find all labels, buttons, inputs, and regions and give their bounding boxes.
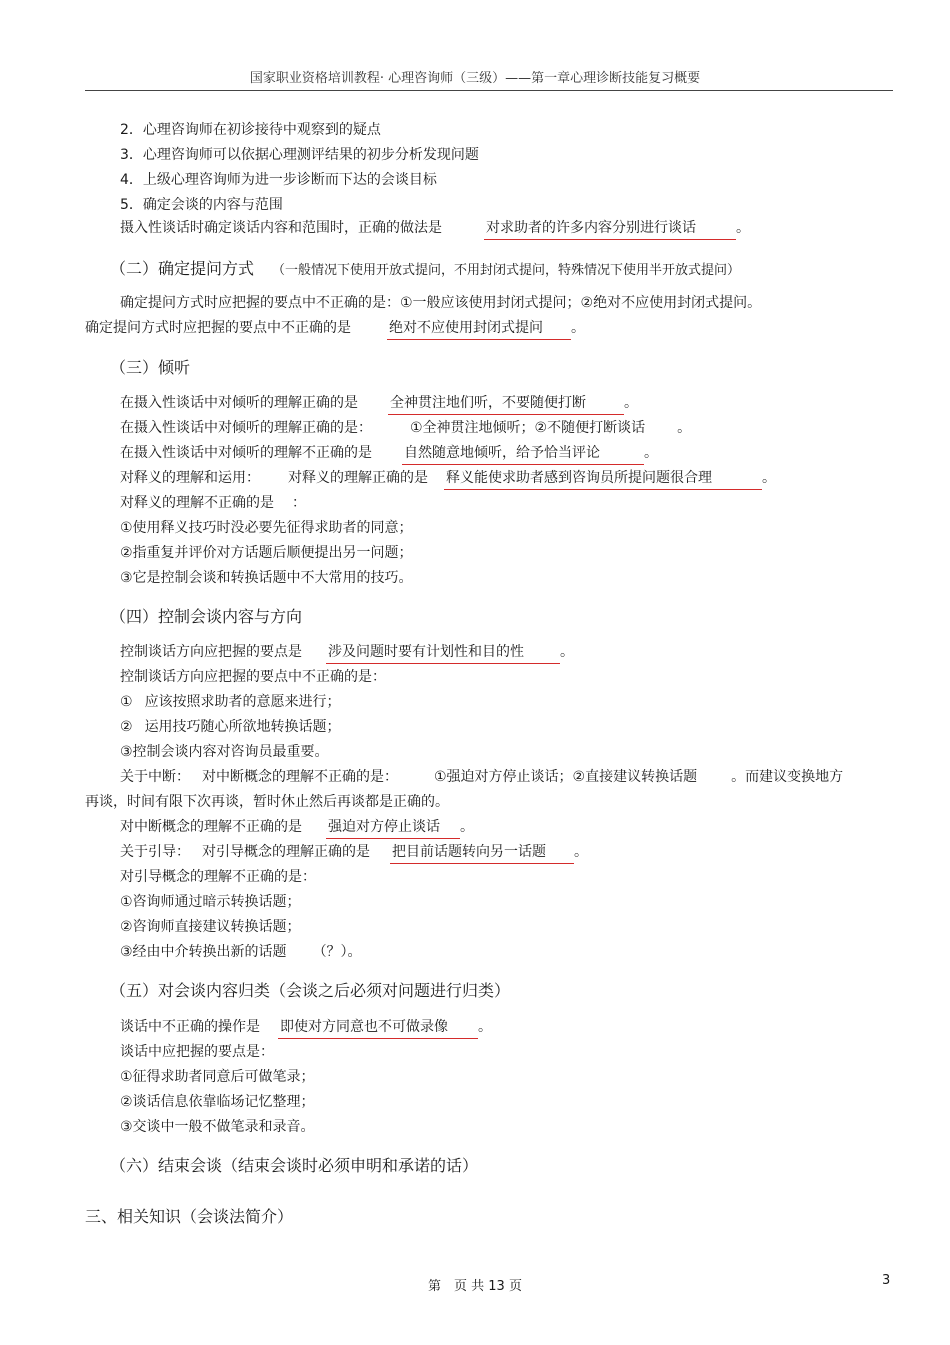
- question-text: 对中断概念的理解不正确的是：: [202, 769, 398, 785]
- question-line: [120, 418, 691, 438]
- list-item: ③控制会谈内容对咨询员最重要。: [120, 744, 329, 760]
- question-line: [120, 642, 574, 664]
- question-text: 对释义的理解正确的是: [288, 470, 428, 486]
- answer-blank: 释义能使求助者感到咨询员所提问题很合理: [444, 468, 762, 490]
- list-item: [120, 692, 341, 712]
- answer-blank: 强迫对方停止谈话: [326, 817, 460, 839]
- question-text: 谈话中不正确的操作是: [120, 1019, 260, 1035]
- list-item-5: 5．确定会谈的内容与范围: [120, 197, 283, 213]
- list-text: 运用技巧随心所欲地转换话题；: [144, 719, 341, 735]
- list-text: ③经由中介转换出新的话题: [120, 944, 287, 960]
- period: 。: [624, 395, 638, 411]
- list-item-2: 2．心理咨询师在初诊接待中观察到的疑点: [120, 122, 381, 138]
- answer-blank: 对求助者的许多内容分别进行谈话: [484, 218, 736, 240]
- section-heading-2: [110, 258, 740, 282]
- list-item: ②谈话信息依靠临场记忆整理；: [120, 1094, 315, 1110]
- list-item: [120, 717, 341, 737]
- answer-blank: 涉及问题时要有计划性和目的性: [326, 642, 560, 664]
- list-item-4: 4．上级心理咨询师为进一步诊断而下达的会谈目标: [120, 172, 437, 188]
- answer-blank: 全神贯注地们听，不要随便打断: [388, 393, 624, 415]
- period: 。: [571, 320, 585, 336]
- period: 。: [677, 420, 692, 436]
- question-text: 确定提问方式时应把握的要点中不正确的是: [85, 320, 351, 336]
- list-item: ②咨询师直接建议转换话题；: [120, 919, 301, 935]
- page-number: 3: [882, 1273, 891, 1288]
- page-footer: 第 页 共 13 页: [428, 1279, 522, 1294]
- list-item: ①征得求助者同意后可做笔录；: [120, 1069, 315, 1085]
- question-content-scope: [120, 218, 750, 240]
- question-text: 在摄入性谈话中对倾听的理解正确的是: [120, 395, 358, 411]
- question-text: 控制谈话方向应把握的要点是: [120, 644, 302, 660]
- section-heading-6: （六）结束会谈（结束会谈时必须申明和承诺的话）: [110, 1156, 479, 1175]
- question-line: [120, 393, 638, 415]
- section-heading-4: （四）控制会谈内容与方向: [110, 607, 303, 626]
- running-header: 国家职业资格培训教程· 心理咨询师（三级）——第一章心理诊断技能复习概要: [249, 71, 701, 86]
- question-line: [120, 493, 306, 513]
- answer-blank: 绝对不应使用封闭式提问: [387, 318, 571, 340]
- list-item: ①使用释义技巧时没必要先征得求助者的同意；: [120, 520, 413, 536]
- period: 。: [762, 470, 776, 486]
- list-item: [120, 942, 362, 962]
- period: 。: [574, 844, 588, 860]
- answer-text: ①强迫对方停止谈话；②直接建议转换话题: [434, 769, 698, 785]
- period: 。: [644, 445, 658, 461]
- list-item-3: 3．心理咨询师可以依据心理测评结果的初步分析发现问题: [120, 147, 479, 163]
- answer-blank: 自然随意地倾听，给予恰当评论: [402, 443, 644, 465]
- section-note: （一般情况下使用开放式提问，不用封闭式提问，特殊情况下使用半开放式提问）: [272, 263, 741, 278]
- period: 。: [736, 220, 750, 236]
- chapter-heading: 三、相关知识（会谈法简介）: [85, 1207, 294, 1226]
- question-text: 在摄入性谈话中对倾听的理解不正确的是: [120, 445, 372, 461]
- paragraph: 控制谈话方向应把握的要点中不正确的是：: [120, 669, 386, 685]
- question-line: [120, 817, 474, 839]
- question-line: [120, 468, 776, 490]
- section-heading-3: （三）倾听: [110, 358, 191, 377]
- paragraph-text: 。而建议变换地方: [731, 769, 844, 785]
- question-text: 对释义的理解不正确的是: [120, 495, 274, 511]
- question-text: 对中断概念的理解不正确的是: [120, 819, 302, 835]
- question-text: 对引导概念的理解正确的是: [202, 844, 370, 860]
- answer-blank: 把目前话题转向另一话题: [390, 842, 574, 864]
- topic-label: 关于中断：: [120, 769, 190, 785]
- paragraph: 确定提问方式时应把握的要点中不正确的是：①一般应该使用封闭式提问；②绝对不应使用封闭式提问。: [120, 295, 762, 311]
- section-title: （二）确定提问方式: [110, 259, 255, 278]
- list-item: ①咨询师通过暗示转换话题；: [120, 894, 301, 910]
- list-tail: （？）。: [312, 944, 362, 960]
- colon: ：: [292, 495, 306, 511]
- question-text: 摄入性谈话时确定谈话内容和范围时，正确的做法是: [120, 220, 442, 236]
- period: 。: [460, 819, 474, 835]
- paragraph: 对引导概念的理解不正确的是：: [120, 869, 316, 885]
- answer-text: ①全神贯注地倾听；②不随便打断谈话: [410, 420, 646, 436]
- question-text: 在摄入性谈话中对倾听的理解正确的是：: [120, 420, 372, 436]
- list-item: ②指重复并评价对方话题后顺便提出另一问题；: [120, 545, 413, 561]
- question-line: [120, 1017, 492, 1039]
- list-number: ①: [120, 694, 133, 710]
- answer-blank: 即使对方同意也不可做录像: [278, 1017, 478, 1039]
- list-text: 应该按照求助者的意愿来进行；: [144, 694, 341, 710]
- question-line: [120, 842, 588, 864]
- list-item: ③它是控制会谈和转换话题中不大常用的技巧。: [120, 570, 413, 586]
- topic-label: 关于引导：: [120, 844, 190, 860]
- header-rule: [85, 90, 893, 91]
- list-number: ②: [120, 719, 133, 735]
- paragraph-interrupt: [120, 767, 843, 787]
- section-heading-5: （五）对会谈内容归类（会谈之后必须对问题进行归类）: [110, 981, 511, 1000]
- paragraph-continuation: 再谈，时间有限下次再谈，暂时休止然后再谈都是正确的。: [85, 794, 449, 810]
- question-line: [120, 443, 658, 465]
- list-item: ③交谈中一般不做笔录和录音。: [120, 1119, 315, 1135]
- period: 。: [478, 1019, 492, 1035]
- period: 。: [560, 644, 574, 660]
- question-line: [85, 318, 585, 340]
- question-label: 对释义的理解和运用：: [120, 470, 260, 486]
- paragraph: 谈话中应把握的要点是：: [120, 1044, 274, 1060]
